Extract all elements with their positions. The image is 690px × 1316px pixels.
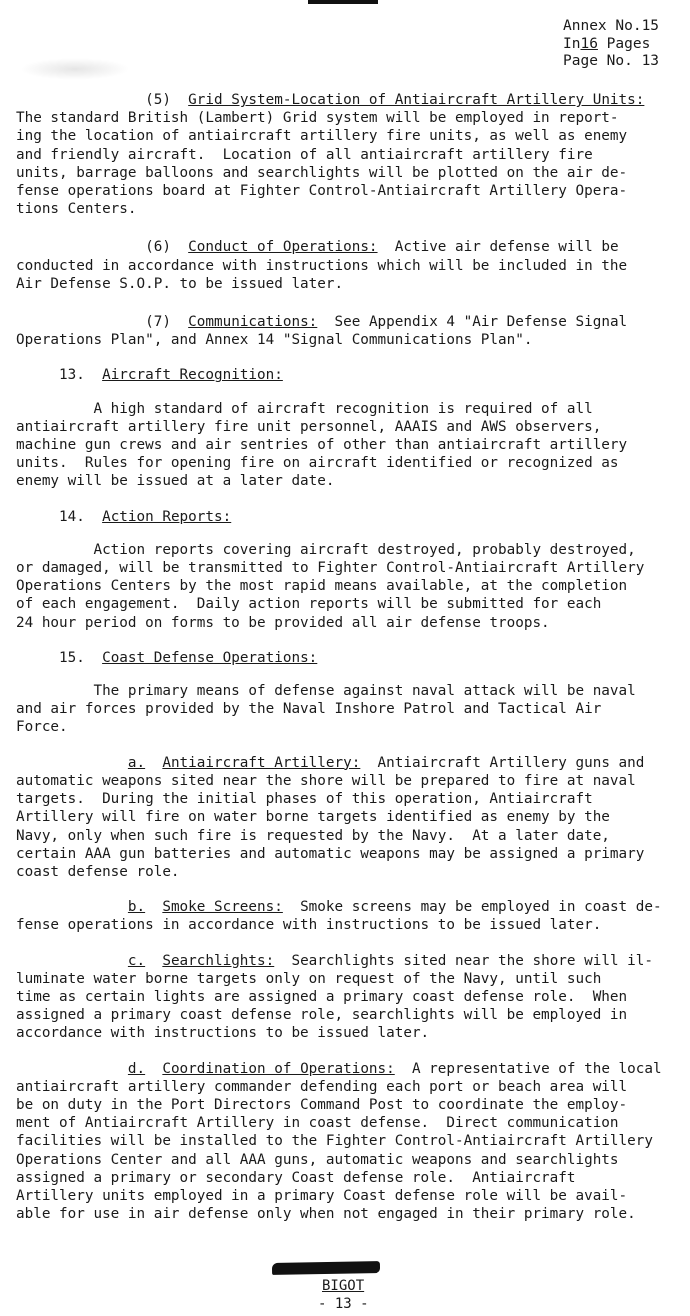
text-line: conducted in accordance with instructions which will be included in the <box>16 257 628 274</box>
subparagraph-heading: Grid System-Location of Antiaircraft Artillery Units: <box>188 92 645 108</box>
subparagraph-coordination-of-operations: d. Coordination of Operations: A representative of the local antiaircraft artillery commander defending each port or beach area will be on duty in the Port Directors Command Post to coordinate the employ- ment of Antiaircraft Artillery in coast defense. Direct communication facilities will be installed to the Fighter Control-Antiaircraft Artillery Operations Center and all AAA guns, automatic weapons and searchlights assigned a primary or secondary Coast defense role. Antiaircraft Artillery units employed in a primary Coast defense role will be avail- able for use in air defense only when not engaged in their primary role. <box>16 1060 688 1224</box>
text-line: Action reports covering aircraft destroyed, probably destroyed, <box>16 541 636 558</box>
text-line: accordance with instructions to be issued later. <box>16 1025 430 1042</box>
subparagraph-letter: b. <box>127 899 146 916</box>
paragraph-number: 14. <box>59 508 85 525</box>
page-number: - 13 - <box>318 1296 369 1312</box>
subparagraph-number: (6) <box>145 239 171 256</box>
annex-number: Annex No.15 <box>563 18 660 34</box>
text-line: 24 hour period on forms to be provided all air defense troops. <box>16 614 550 631</box>
text-line: Artillery will fire on water borne targets identified as enemy by the <box>16 809 610 826</box>
paragraph-grid-system <box>16 91 688 218</box>
paragraph-number: 13. <box>59 367 85 384</box>
text-line: assigned a primary or secondary Coast defense role. Antiaircraft <box>16 1169 576 1186</box>
paragraph-coast-defense-operations <box>16 649 688 737</box>
text-line: luminate water borne targets only on request of the Navy, until such <box>16 970 602 987</box>
text-line: targets. During the initial phases of this operation, Antiaircraft <box>16 791 593 808</box>
text-line: ing the location of antiaircraft artillery fire units, as well as enemy <box>16 128 628 145</box>
text-line: A high standard of aircraft recognition is required of all <box>16 400 593 417</box>
text-line: and air forces provided by the Naval Inshore Patrol and Tactical Air <box>16 701 602 718</box>
text-line: or damaged, will be transmitted to Fighter Control-Antiaircraft Artillery <box>16 560 645 577</box>
text-line: tions Centers. <box>16 201 137 218</box>
paragraph-heading: Action Reports: <box>102 508 232 525</box>
subparagraph-heading: Antiaircraft Artillery: <box>162 754 361 771</box>
text-line: Artillery units employed in a primary Coast defense role will be avail- <box>16 1187 628 1204</box>
subparagraph-number: (5) <box>145 92 171 108</box>
paragraph-heading: Aircraft Recognition: <box>102 367 283 384</box>
annex-page-number: Page No. 13 <box>563 53 660 69</box>
text-line: certain AAA gun batteries and automatic weapons may be assigned a primary <box>16 845 645 862</box>
text-line: machine gun crews and air sentries of other than antiaircraft artillery <box>16 437 628 454</box>
text-line: Air Defense S.O.P. to be issued later. <box>16 275 344 292</box>
annex-pages: In16 Pages <box>563 35 651 52</box>
subparagraph-number: (7) <box>145 314 171 331</box>
text-line: Operations Centers by the most rapid means available, at the completion <box>16 578 628 595</box>
subparagraph-heading: Searchlights: <box>162 952 275 969</box>
text-line: facilities will be installed to the Fighter Control-Antiaircraft Artillery <box>16 1133 653 1150</box>
text-line: coast defense role. <box>16 863 180 880</box>
paragraph-aircraft-recognition <box>16 366 688 490</box>
text-line: automatic weapons sited near the shore will be prepared to fire at naval <box>16 772 636 789</box>
text-line: ment of Antiaircraft Artillery in coast defense. Direct communication <box>16 1115 619 1132</box>
text-line: fense operations in accordance with instructions to be issued later. <box>16 917 602 934</box>
text-line: Operations Plan", and Annex 14 "Signal Communications Plan". <box>16 332 533 349</box>
text-line: The standard British (Lambert) Grid system will be employed in report- <box>16 110 619 127</box>
text-line: Force. <box>16 719 68 736</box>
paragraph-communications: (7) Communications: See Appendix 4 "Air Defense Signal Operations Plan", and Annex 14 "Signal Communications Plan". <box>16 313 688 349</box>
subparagraph-heading: Smoke Screens: <box>162 899 283 916</box>
text-line: The primary means of defense against naval attack will be naval <box>16 683 636 700</box>
text-line: time as certain lights are assigned a primary coast defense role. When <box>16 988 628 1005</box>
text-line: of each engagement. Daily action reports will be submitted for each <box>16 596 602 613</box>
text-line: and friendly aircraft. Location of all antiaircraft artillery fire <box>16 146 593 163</box>
subparagraph-heading: Coordination of Operations: <box>162 1060 395 1077</box>
subparagraph-letter: d. <box>127 1060 146 1077</box>
text-line: able for use in air defense only when not engaged in their primary role. <box>16 1206 636 1223</box>
subparagraph-heading: Communications: <box>188 314 318 331</box>
redaction-mark-top <box>308 0 378 4</box>
text-line: antiaircraft artillery fire unit personnel, AAAIS and AWS observers, <box>16 418 602 435</box>
subparagraph-antiaircraft-artillery: a. Antiaircraft Artillery: Antiaircraft Artillery guns and automatic weapons sited near the shore will be prepared to fire at naval targets. During the initial phases of this operation, Antiaircraft Artillery will fire on water borne targets identified as enemy by the Navy, only when such fire is requested by the Navy. At a later date, certain AAA gun batteries and automatic weapons may be assigned a primary coast defense role. <box>16 754 688 881</box>
subparagraph-smoke-screens: b. Smoke Screens: Smoke screens may be employed in coast de- fense operations in accordance with instructions to be issued later. <box>16 898 688 934</box>
paragraph-conduct-of-operations: (6) Conduct of Operations: Active air defense will be conducted in accordance with instructions which will be included in the Air Defense S.O.P. to be issued later. <box>16 238 688 293</box>
text-line: assigned a primary coast defense role, searchlights will be employed in <box>16 1007 628 1024</box>
redaction-mark-bottom <box>272 1261 380 1275</box>
paragraph-heading: Coast Defense Operations: <box>102 649 318 666</box>
annex-header <box>563 18 690 71</box>
subparagraph-letter: c. <box>127 952 146 969</box>
paragraph-number: 15. <box>59 649 85 666</box>
page-smudge <box>20 58 130 80</box>
subparagraph-searchlights: c. Searchlights: Searchlights sited near the shore will il- luminate water borne targets only on request of the Navy, until such time as certain lights are assigned a primary coast defense role. When assigned a primary coast defense role, searchlights will be employed in accordance with instructions to be issued later. <box>16 952 688 1043</box>
classification-marking: BIGOT <box>322 1278 365 1294</box>
text-line: Navy, only when such fire is requested by the Navy. At a later date, <box>16 827 610 844</box>
text-line: be on duty in the Port Directors Command Post to coordinate the employ- <box>16 1096 628 1113</box>
text-line: fense operations board at Fighter Control-Antiaircraft Artillery Opera- <box>16 183 628 200</box>
document-body <box>16 91 688 1223</box>
subparagraph-letter: a. <box>127 754 146 771</box>
text-line: units. Rules for opening fire on aircraft identified or recognized as <box>16 455 619 472</box>
text-line: Operations Center and all AAA guns, automatic weapons and searchlights <box>16 1151 619 1168</box>
text-line: units, barrage balloons and searchlights will be plotted on the air de- <box>16 164 628 181</box>
subparagraph-heading: Conduct of Operations: <box>188 239 378 256</box>
text-line: antiaircraft artillery commander defending each port or beach area will <box>16 1078 628 1095</box>
text-line: enemy will be issued at a later date. <box>16 473 335 490</box>
paragraph-action-reports <box>16 508 688 632</box>
